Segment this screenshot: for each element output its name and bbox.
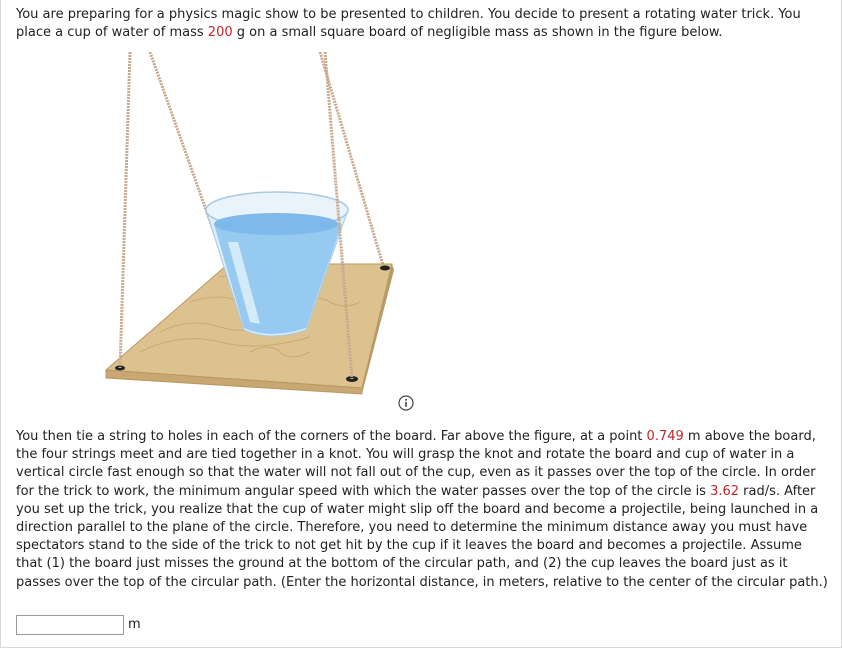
problem-paragraph: You then tie a string to holes in each of the corners of the board. Far above the figure, at a point 0.749 m above the board, the four strings meet and are tied together in a knot. You will grasp the knot and rotate the board and cup of water in a vertical circle fast enough so that the water will not fall out of the cup, even as it passes over the top of the circle. In order for the trick to work, the minimum angular speed with which the water passes over the top of the circle is 3.62 rad/s. After you set up the trick, you realize that the cup of water might slip off the board and become a projectile, being launched in a direction parallel to the plane of the circle. Therefore, you need to determine the minimum distance away you must have spectators stand to the side of the trick to not get hit by the cup if it leaves the board and becomes a projectile. Assume that (1) the board just misses the ground at the bottom of the circular path, and (2) the cup leaves the board just as it passes over the top of the circular path. (Enter the horizontal distance, in meters, relative to the center of the circular path.) — [16, 429, 828, 590]
swing-cup-figure — [100, 52, 400, 396]
info-icon[interactable] — [398, 395, 414, 411]
answer-unit: m — [128, 617, 141, 632]
answer-input[interactable] — [16, 615, 124, 635]
height-value: 0.749 — [646, 429, 684, 444]
mass-value: 200 — [207, 25, 233, 40]
angular-speed-value: 3.62 — [710, 483, 740, 499]
intro-paragraph: You are preparing for a physics magic show to be presented to children. You decide to present a rotating water trick. You place a cup of water of mass 200 g on a small square board of negligible mass as shown in the figure below. — [16, 7, 801, 40]
